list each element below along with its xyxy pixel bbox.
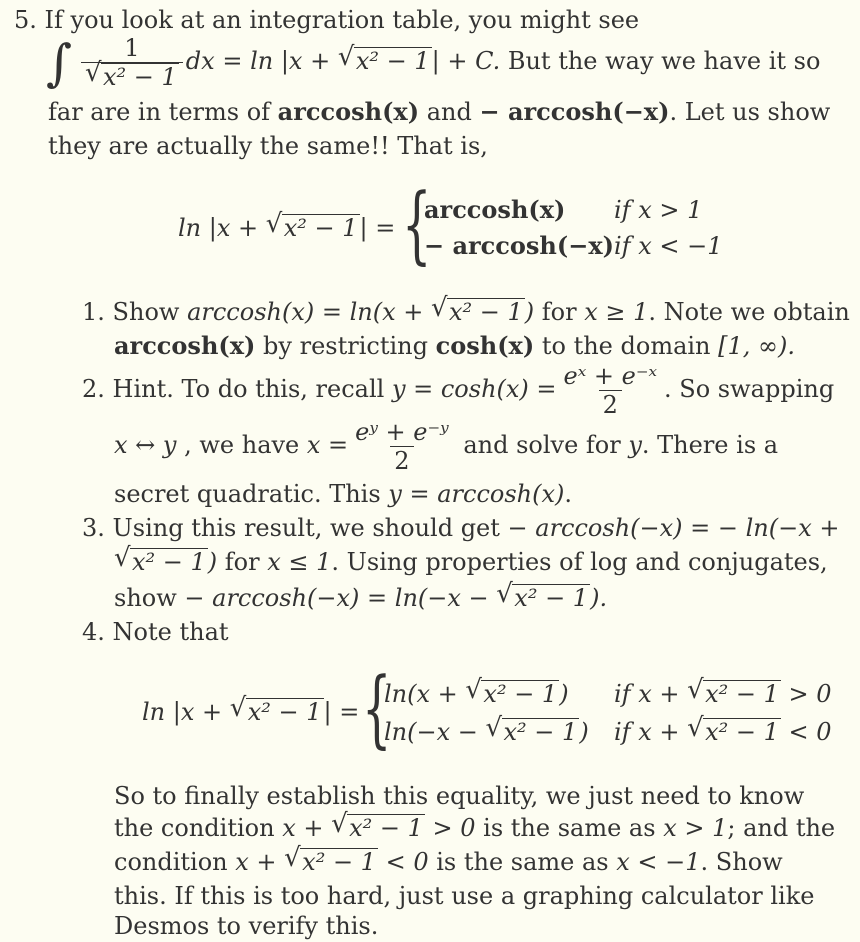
display2-case1-cond: if x + √ x² − 1 > 0: [614, 675, 832, 708]
display1-brace: {: [402, 175, 432, 273]
list-item-number: 1.: [82, 298, 105, 326]
list-item-2: 2. Hint. To do this, recall y = cosh(x) = $\frac{\text{eˣ + e⁻ˣ}}{2}$ . So swapping: [82, 362, 835, 419]
list-item-3-line3: show − arccosh(−x) = ln(−x − √ x² − 1).: [114, 579, 608, 612]
integral-sign: ∫: [46, 34, 73, 92]
list-item-2-line2: x ↔ y , we have x = $\frac{\text{eʸ + e⁻ʸ}}{2}$ and solve for y. There is a: [114, 418, 779, 475]
display1-case2-expr: − arccosh(−x): [424, 231, 614, 260]
display1-case1-expr: arccosh(x): [424, 195, 566, 224]
problem-header: [14, 4, 639, 36]
problem-number: 5.: [14, 6, 37, 34]
list-item-3: 3. Using this result, we should get − arccosh(−x) = − ln(−x +: [82, 514, 840, 542]
paragraph-line1: So to finally establish this equality, we just need to know: [114, 782, 805, 810]
list-item-1: 1. Show arccosh(x) = ln(x + √ x² − 1) for x ≥ 1. Note we obtain: [82, 293, 850, 326]
list-item-1-line2: arccosh(x) by restricting cosh(x) to the domain [1, ∞).: [114, 331, 796, 360]
display2-case1-expr: ln(x + √ x² − 1): [384, 675, 569, 708]
integral-expression: [78, 34, 820, 91]
paragraph-line2: the condition x + √ x² − 1 > 0 is the same as x > 1; and the: [114, 809, 836, 842]
paragraph-line4: this. If this is too hard, just use a graphing calculator like: [114, 882, 815, 910]
display2-case2-cond: if x + √ x² − 1 < 0: [614, 713, 832, 746]
list-item-4: 4. Note that: [82, 618, 229, 646]
problem-line3: far are in terms of arccosh(x) and − arccosh(−x). Let us show: [48, 97, 831, 126]
display2-case2-expr: ln(−x − √ x² − 1): [384, 713, 589, 746]
list-item-3-line2: √ x² − 1) for x ≤ 1. Using properties of log and conjugates,: [114, 543, 828, 576]
list-item-number: 2.: [82, 375, 105, 403]
integral-after-text: But the way we have it so: [500, 47, 821, 75]
list-item-number: 4.: [82, 618, 105, 646]
problem-line4: they are actually the same!! That is,: [48, 132, 488, 160]
list-item-2-line3: secret quadratic. This y = arccosh(x).: [114, 480, 573, 508]
integral-rhs: dx = ln |x + √ x² − 1| + C.: [185, 42, 501, 75]
integral-fraction: 1 √ x² − 1: [81, 34, 183, 91]
paragraph-line3: condition x + √ x² − 1 < 0 is the same as x < −1. Show: [114, 843, 783, 876]
display2-lhs: ln |x + √ x² − 1| =: [142, 693, 360, 726]
list-item-number: 3.: [82, 514, 105, 542]
display2-brace: {: [362, 659, 392, 757]
display1-case2-cond: if x < −1: [614, 232, 723, 260]
problem-intro: If you look at an integration table, you might see: [44, 6, 640, 34]
paragraph-line5: Desmos to verify this.: [114, 912, 379, 940]
display1-lhs: ln |x + √ x² − 1| =: [178, 209, 396, 242]
display1-case1-cond: if x > 1: [614, 196, 703, 224]
